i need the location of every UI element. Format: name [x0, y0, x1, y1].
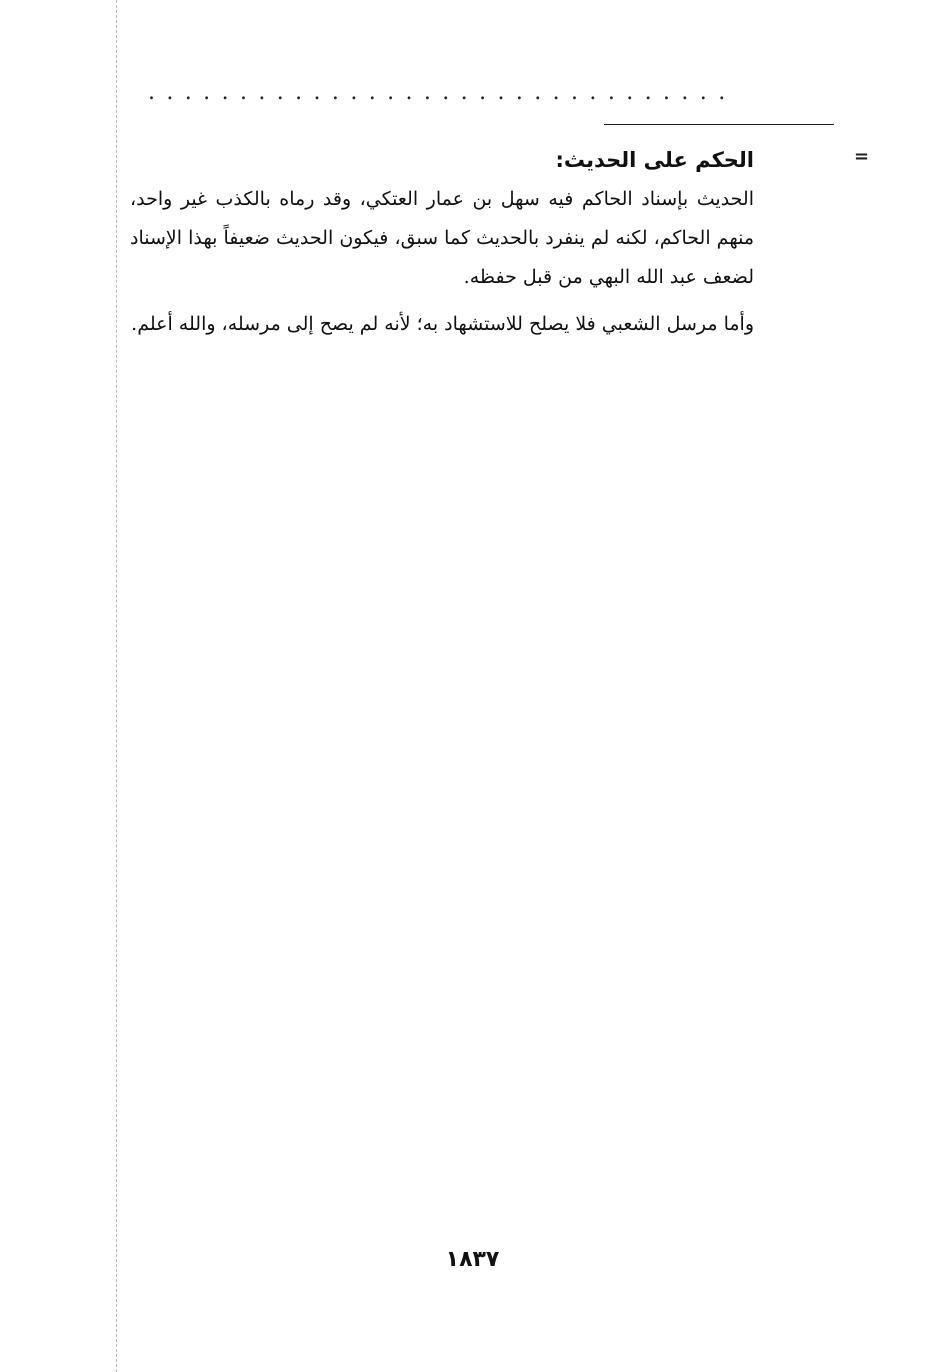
section-heading: الحكم على الحديث:	[555, 148, 754, 172]
paragraph-ruling: الحديث بإسناد الحاكم فيه سهل بن عمار العتكي، وقد رماه بالكذب غير واحد، منهم الحاكم، لكنه لم ينفرد بالحديث كما سبق، فيكون الحديث ضعيفاً بهذا الإسناد لضعف عبد الله البهي من قبل حفظه.	[130, 188, 754, 288]
continuation-mark: =	[854, 146, 870, 167]
page-body	[130, 142, 754, 352]
paragraph-mursal: وأما مرسل الشعبي فلا يصلح للاستشهاد به؛ لأنه لم يصح إلى مرسله، والله أعلم.	[131, 313, 754, 335]
ellipsis-dots-row: ................................	[148, 82, 737, 104]
scan-margin-edge	[116, 0, 117, 1372]
page-number: ١٨٣٧	[445, 1247, 500, 1272]
footnote-separator-line	[604, 124, 834, 125]
